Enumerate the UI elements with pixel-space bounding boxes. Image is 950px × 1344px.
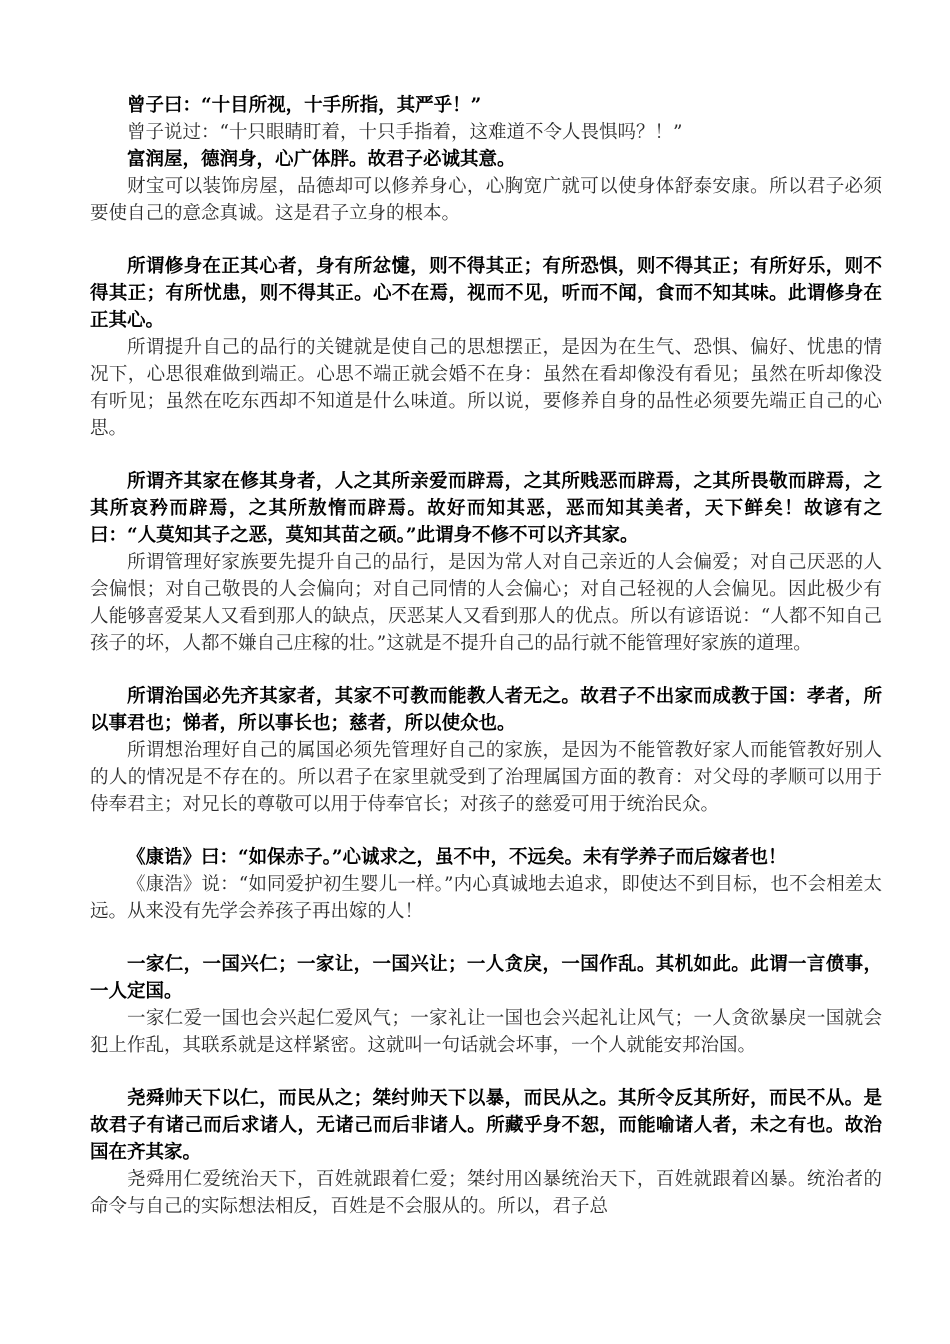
translation-text: 财宝可以装饰房屋，品德却可以修养身心，心胸宽广就可以使身体舒泰安康。所以君子必须要使自己的意念真诚。这是君子立身的根本。: [90, 176, 882, 224]
original-text: 一家仁，一国兴仁；一家让，一国兴让；一人贪戾，一国作乱。其机如此。此谓一言偾事，一人定国。: [90, 954, 882, 1002]
translation-text: 所谓管理好家族要先提升自己的品行，是因为常人对自己亲近的人会偏爱；对自己厌恶的人会偏恨；对自己敬畏的人会偏向；对自己同情的人会偏心；对自己轻视的人会偏见。因此极少有人能够喜爱某人又看到那人的缺点，厌恶某人又看到那人的优点。所以有谚语说：“人都不知自己孩子的坏，人都不嫌自己庄稼的壮。”这就是不提升自己的品行就不能管理好家族的道理。: [90, 552, 882, 654]
original-text: 富润屋，德润身，心广体胖。故君子必诚其意。: [127, 149, 516, 170]
section-zhiguo: [90, 683, 882, 818]
original-text: 所谓齐其家在修其身者，人之其所亲爱而辟焉，之其所贱恶而辟焉，之其所畏敬而辟焉，之其所哀矜而辟焉，之其所敖惰而辟焉。故好而知其恶，恶而知其美者，天下鲜矣！故谚有之曰：“人莫知其子之恶，莫知其苗之硕。”此谓身不修不可以齐其家。: [90, 471, 882, 546]
section-yijiaren: [90, 951, 882, 1059]
original-text: 所谓修身在正其心者，身有所忿懥，则不得其正；有所恐惧，则不得其正；有所好乐，则不得其正；有所忧患，则不得其正。心不在焉，视而不见，听而不闻，食而不知其味。此谓修身在正其心。: [90, 256, 882, 331]
original-text: 尧舜帅天下以仁，而民从之；桀纣帅天下以暴，而民从之。其所令反其所好，而民不从。是故君子有诸己而后求诸人，无诸己而后非诸人。所藏乎身不恕，而能喻诸人者，未之有也。故治国在齐其家。: [90, 1088, 882, 1163]
document-page: [90, 92, 882, 1246]
section-zengzi: [90, 92, 882, 227]
section-qijia: [90, 468, 882, 657]
section-xiushen: [90, 253, 882, 442]
translation-text: 《康浩》说：“如同爱护初生婴儿一样。”内心真诚地去追求，即使达不到目标，也不会相差太远。从来没有先学会养孩子再出嫁的人！: [90, 874, 882, 922]
translation-text: 曾子说过：“十只眼睛盯着，十只手指着，这难道不令人畏惧吗？！”: [127, 122, 683, 143]
translation-text: 所谓提升自己的品行的关键就是使自己的思想摆正，是因为在生气、恐惧、偏好、忧患的情况下，心思很难做到端正。心思不端正就会婚不在身：虽然在看却像没有看见；虽然在听却像没有听见；虽然在吃东西却不知道是什么味道。所以说，要修养自身的品性必须要先端正自己的心思。: [90, 337, 882, 439]
original-text: 所谓治国必先齐其家者，其家不可教而能教人者无之。故君子不出家而成教于国：孝者，所以事君也；悌者，所以事长也；慈者，所以使众也。: [90, 686, 882, 734]
section-yaoshun: [90, 1085, 882, 1220]
original-text: 曾子曰：“十目所视，十手所指，其严乎！”: [127, 95, 482, 116]
translation-text: 尧舜用仁爱统治天下，百姓就跟着仁爱；桀纣用凶暴统治天下，百姓就跟着凶暴。统治者的命令与自己的实际想法相反，百姓是不会服从的。所以，君子总: [90, 1169, 882, 1217]
original-text: 《康诰》曰：“如保赤子。”心诚求之，虽不中，不远矣。未有学养子而后嫁者也！: [127, 847, 787, 868]
translation-text: 一家仁爱一国也会兴起仁爱风气；一家礼让一国也会兴起礼让风气；一人贪欲暴戾一国就会犯上作乱，其联系就是这样紧密。这就叫一句话就会坏事，一个人就能安邦治国。: [90, 1008, 882, 1056]
section-kanggao: [90, 844, 882, 925]
translation-text: 所谓想治理好自己的属国必须先管理好自己的家族，是因为不能管教好家人而能管教好别人的人的情况是不存在的。所以君子在家里就受到了治理属国方面的教育：对父母的孝顺可以用于侍奉君主；对兄长的尊敬可以用于侍奉官长；对孩子的慈爱可用于统治民众。: [90, 740, 882, 815]
